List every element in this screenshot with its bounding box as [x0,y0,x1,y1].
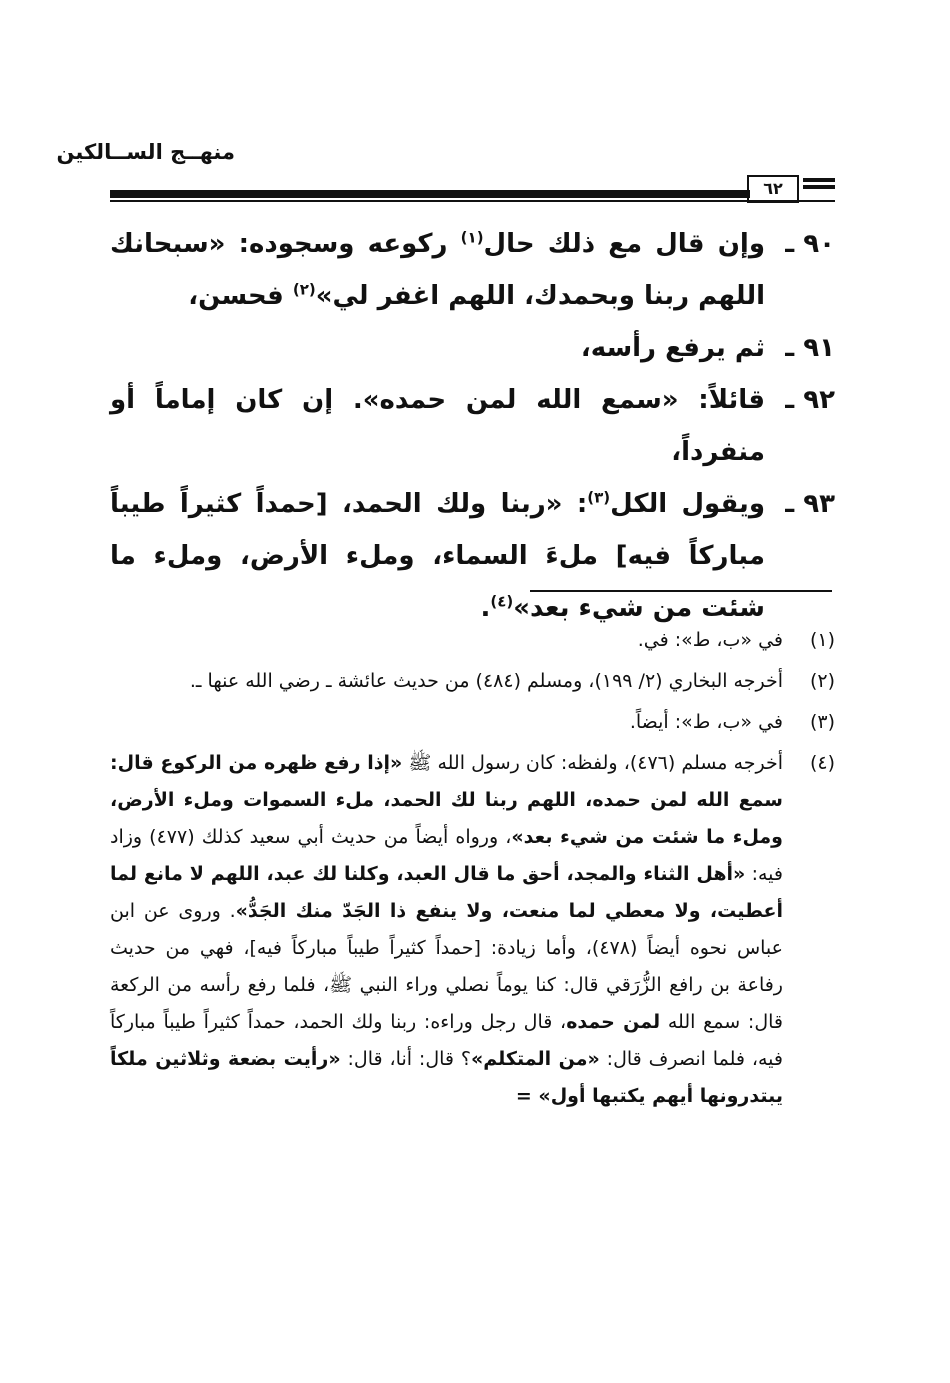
header-rule-thin [110,200,835,202]
hadith-quote: «إذا رفع ظهره من الركوع قال: سمع الله لمن حمده، اللهم ربنا لك الحمد، ملء السموات وملء الأرض، وملء ما شئت من شيء بعد» [110,752,783,848]
header-ornament [803,178,835,196]
paragraph-91 [110,322,835,374]
footnote-text: أخرجه البخاري (٢/ ١٩٩)، ومسلم (٤٨٤) من حديث عائشة ـ رضي الله عنها ـ. [189,670,783,692]
footnote-1 [110,622,835,659]
continuation-mark: = [515,1085,539,1107]
item-text: وإن قال مع ذلك حال [483,229,765,259]
hadith-quote: «أهل الثناء والمجد، أحق ما قال العبد، وكلنا لك عبد، اللهم لا مانع لما أعطيت، ولا معطي لما منعت، ولا ينفع ذا الجَدّ منك الجَدُّ» [110,863,784,922]
footnote-number: (٣) [809,711,835,733]
footnote-ref: (٢) [292,280,316,299]
item-number: ٩٠ ـ [785,229,835,259]
footnote-separator [530,590,832,592]
footnote-text: . وروى عن ابن عباس نحوه أيضاً (٤٧٨)، وأما زيادة: [حمداً كثيراً طيباً مباركاً فيه]، فهي من حديث رفاعة بن رافع الزُّرَقي قال: كنا يوماً نصلي وراء النبي ﷺ، فلما رفع رأسه من الركعة قال: سمع الله [110,900,783,1033]
page-number: ٦٢ [747,175,799,203]
item-text: قائلاً: «سمع الله لمن حمده». إن كان إماماً أو منفرداً، [110,385,765,467]
footnote-number: (١) [809,629,835,651]
hadith-quote: «من المتكلم» [471,1048,600,1070]
footnote-text: ، ورواه أيضاً من حديث أبي سعيد كذلك (٤٧٧) وزاد فيه: [110,826,783,885]
footnote-number: (٢) [809,670,835,692]
item-number: ٩٢ ـ [785,385,835,415]
footnote-text: في «ب، ط»: في. [637,629,783,651]
paragraph-93 [110,478,835,634]
main-text [110,218,835,634]
footnote-4 [110,745,835,1115]
header-rule-thick [110,190,750,198]
footnote-ref: (٣) [587,488,611,507]
hadith-quote: «رأيت بضعة وثلاثين ملكاً يبتدرونها أيهم يكتبها أول» [110,1048,783,1107]
item-number: ٩٣ ـ [785,489,835,519]
footnote-text: ، قال رجل وراءه: ربنا ولك الحمد، حمداً كثيراً طيباً مباركاً فيه، فلما انصرف قال: [110,1011,783,1070]
running-header-title: منهــج الســالكين [56,140,235,164]
paragraph-90 [110,218,835,322]
item-number: ٩١ ـ [785,333,835,363]
footnote-ref: (١) [460,228,484,247]
footnotes [110,622,835,1119]
item-text: ويقول الكل [610,489,765,519]
footnote-number: (٤) [809,752,835,774]
footnote-text: ؟ قال: أنا، قال: [340,1048,471,1070]
footnote-text: أخرجه مسلم (٤٧٦)، ولفظه: كان رسول الله ﷺ [402,752,784,774]
item-text: ركوعه وسجوده: «سبحانك اللهم ربنا وبحمدك، اللهم اغفر لي» [110,229,765,311]
item-text: : «ربنا ولك الحمد، [حمداً كثيراً طيباً مباركاً فيه] ملءَ السماء، وملء الأرض، وملء ما شئت من شيء بعد» [110,489,765,623]
item-text: . [480,593,491,623]
hadith-quote: لمن حمده [566,1011,661,1033]
footnote-text: في «ب، ط»: أيضاً. [629,711,783,733]
footnote-3 [110,704,835,741]
item-text: ثم يرفع رأسه، [580,333,765,363]
item-text: فحسن، [188,281,293,311]
paragraph-92 [110,374,835,478]
footnote-2 [110,663,835,700]
footnote-ref: (٤) [490,592,514,611]
